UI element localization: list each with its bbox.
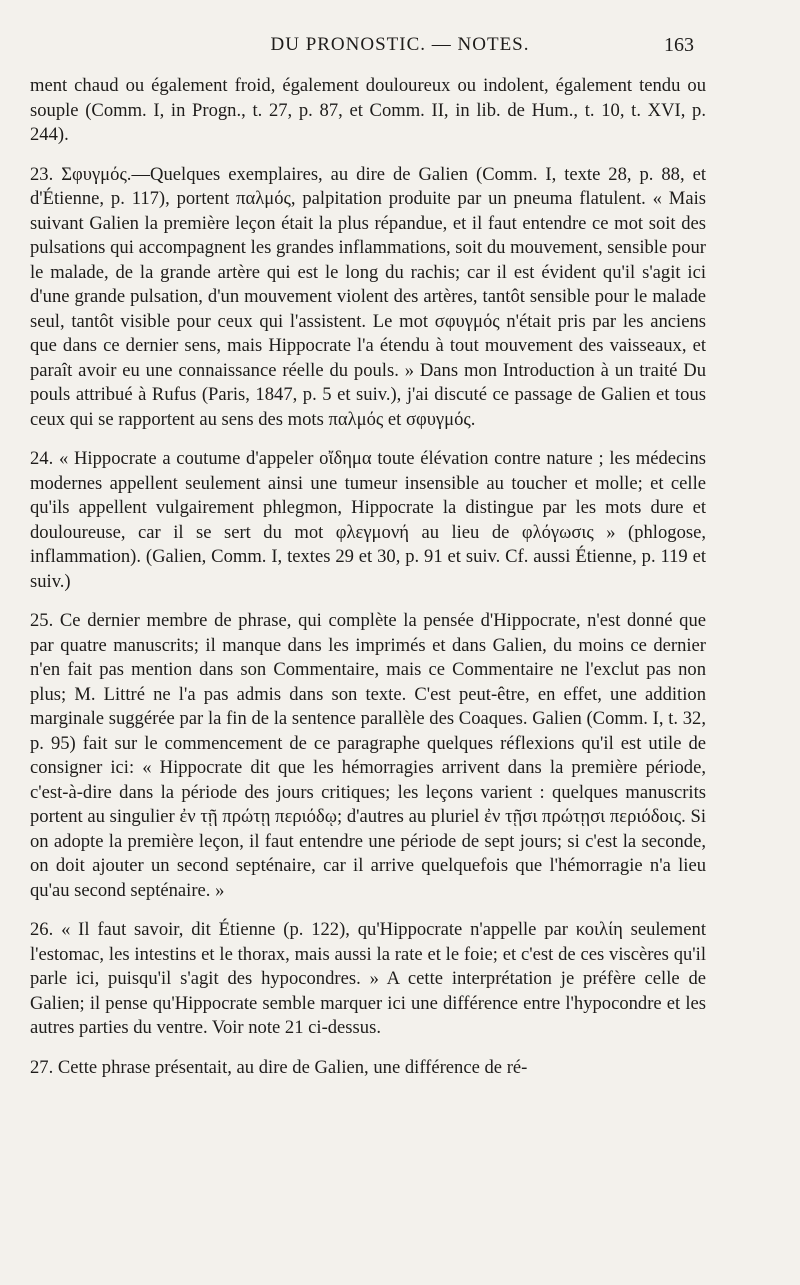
note-text	[30, 163, 706, 433]
note-number: 26.	[30, 919, 54, 940]
note-body: « Il faut savoir, dit Étienne (p. 122), qu'Hippocrate n'appelle par κοιλίη seulement l'estomac, les intestins et le thorax, mais aussi la rate et le foie; et c'est de ces viscères qu'il parle ici, puisqu'il s'agit des hypocondres. » A cette interprétation je préfère celle de Galien; il pense qu'Hippocrate semble marquer ici une différence entre l'hypocondre et les autres parties du ventre. Voir note 21 ci-dessus.	[30, 919, 706, 1038]
running-title: DU PRONOSTIC. — NOTES.	[270, 34, 530, 55]
note-27	[30, 1056, 706, 1081]
note-number: 24.	[30, 448, 54, 469]
note-text	[30, 1056, 706, 1081]
page-number: 163	[664, 34, 694, 56]
note-text	[30, 609, 706, 903]
continued-paragraph	[30, 74, 706, 148]
note-body: Σφυγμός.—Quelques exemplaires, au dire de Galien (Comm. I, texte 28, p. 88, et d'Étienne, p. 117), portent παλμός, palpitation produite par un pneuma flatulent. « Mais suivant Galien la première leçon était la plus répandue, et il faut entendre ce mot soit des pulsations qui accompagnent les grandes inflammations, soit du mouvement, sensible pour le malade, de la grande artère qui est le long du rachis; car il est évident qu'il s'agit ici d'une grande pulsation, d'un mouvement violent des artères, tantôt sensible pour le malade seul, tantôt visible pour ceux qui l'assistent. Le mot σφυγμός n'était pris par les anciens que dans ce dernier sens, mais Hippocrate l'a étendu à tout mouvement des vaisseaux, et paraît avoir eu une connaissance réelle du pouls. » Dans mon Introduction à un traité Du pouls attribué à Rufus (Paris, 1847, p. 5 et suiv.), j'ai discuté ce passage de Galien et tous ceux qui se rapportent au sens des mots παλμός et σφυγμός.	[30, 163, 706, 430]
running-header	[0, 34, 800, 64]
note-number: 25.	[30, 610, 54, 631]
note-24	[30, 447, 706, 594]
note-body: Ce dernier membre de phrase, qui complète la pensée d'Hippocrate, n'est donné que par quatre manuscrits; il manque dans les imprimés et dans Galien, du moins ce dernier n'en fait pas mention dans son Commentaire, mais ce Commentaire ne l'exclut pas non plus; M. Littré ne l'a pas admis dans son texte. C'est peut-être, en effet, une addition marginale suggérée par la fin de la sentence parallèle des Coaques. Galien (Comm. I, t. 32, p. 95) fait sur le commencement de ce paragraphe quelques réflexions qu'il est utile de consigner ici: « Hippocrate dit que les hémorragies arrivent dans la première période, c'est-à-dire dans la période des jours critiques; les leçons varient : quelques manuscrits portent au singulier ἐν τῇ πρώτῃ περιόδῳ; d'autres au pluriel ἐν τῇσι πρώτῃσι περιόδοις. Si on adopte la première leçon, il faut entendre une période de sept jours; si c'est la seconde, on doit ajouter un second septénaire, car il arrive quelquefois que l'hémorragie n'a lieu qu'au second septénaire. »	[30, 610, 706, 901]
note-23	[30, 163, 706, 433]
note-body: « Hippocrate a coutume d'appeler οἴδημα toute élévation contre nature ; les médecins modernes appellent seulement ainsi une tumeur insensible au toucher et molle; et celle qu'ils appellent vulgairement phlegmon, Hippocrate la distingue par les mots dure et douloureuse, car il se sert du mot φλεγμονή au lieu de φλόγωσις » (phlogose, inflammation). (Galien, Comm. I, textes 29 et 30, p. 91 et suiv. Cf. aussi Étienne, p. 119 et suiv.)	[30, 448, 706, 592]
notes-body	[30, 74, 706, 1080]
note-26	[30, 918, 706, 1041]
note-number: 23.	[30, 163, 54, 185]
paragraph-text: ment chaud ou également froid, également douloureux ou indolent, également tendu ou souple (Comm. I, in Progn., t. 27, p. 87, et Comm. II, in lib. de Hum., t. 10, t. XVI, p. 244).	[30, 75, 706, 145]
note-number: 27.	[30, 1056, 54, 1078]
note-25	[30, 609, 706, 903]
note-text	[30, 447, 706, 594]
note-body: Cette phrase présentait, au dire de Galien, une différence de ré-	[57, 1056, 528, 1078]
note-text	[30, 918, 706, 1041]
